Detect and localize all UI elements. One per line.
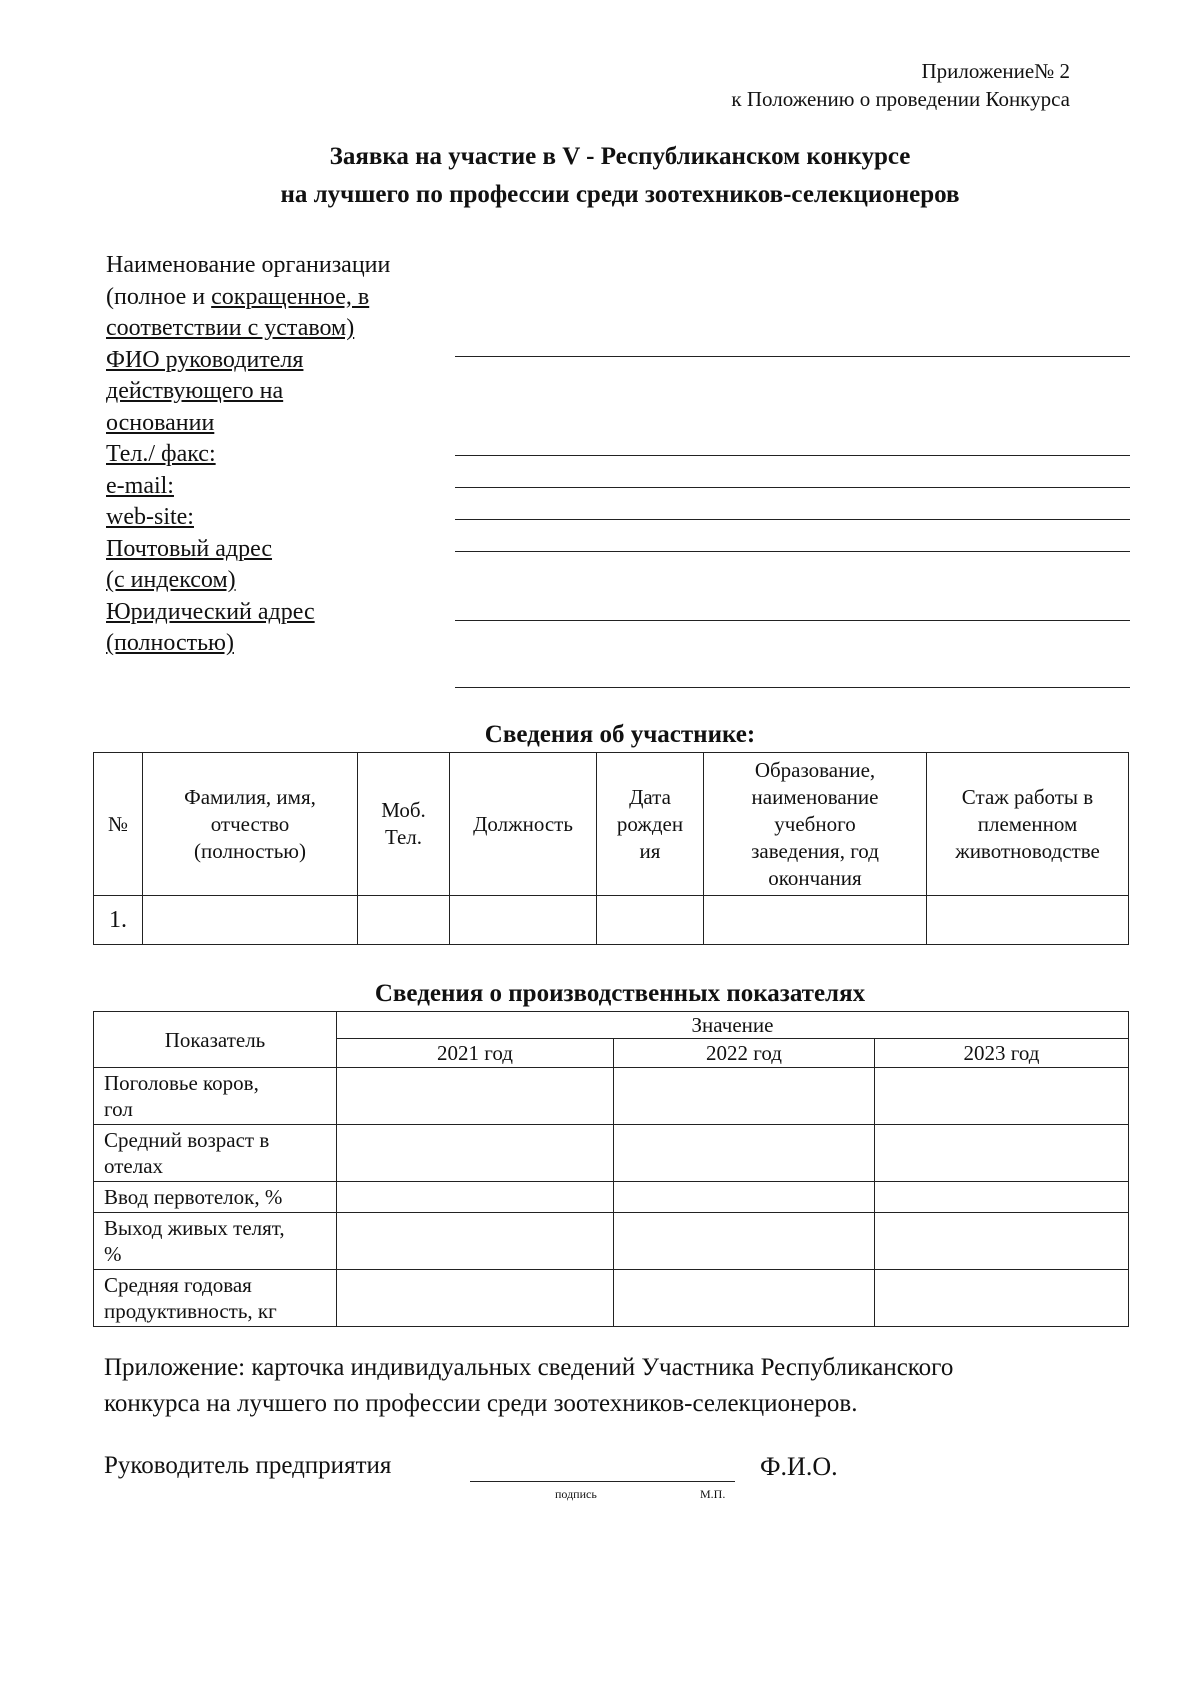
indicator-label: Ввод первотелок, % <box>104 1185 283 1209</box>
position-cell[interactable] <box>450 896 597 945</box>
col-mobile-header-line: Моб. <box>381 798 426 822</box>
attachment-note-line-1: Приложение: карточка индивидуальных сведений Участника Республиканского <box>104 1354 954 1381</box>
col-birthdate-header-line: рожден <box>616 811 684 836</box>
education-cell[interactable] <box>704 896 927 945</box>
postal-address-label-1: Почтовый адрес <box>106 535 273 562</box>
row-number-cell: 1. <box>94 896 143 945</box>
indicator-cell <box>94 1068 337 1125</box>
col-education-header-line: учебного <box>774 811 856 836</box>
org-name-label-1: Наименование организации <box>106 252 391 278</box>
indicator-cell <box>94 1270 337 1327</box>
head-label-3: основании <box>106 409 215 436</box>
value-cell[interactable] <box>614 1182 875 1213</box>
table-row <box>94 896 1129 945</box>
indicator-label: Выход живых телят, <box>104 1216 285 1240</box>
birthdate-cell[interactable] <box>597 896 704 945</box>
participant-table <box>93 752 1129 945</box>
phone-label: Тел./ факс: <box>106 441 216 467</box>
value-cell[interactable] <box>875 1213 1129 1270</box>
head-label-2: действующего на <box>106 378 284 404</box>
org-name-label-2a: (полное и <box>106 283 212 310</box>
title-line-1: Заявка на участие в V - Республиканском конкурсе <box>329 143 911 170</box>
value-cell[interactable] <box>614 1068 875 1125</box>
indicator-label: продуктивность, кг <box>104 1299 277 1323</box>
indicator-label: Средний возраст в <box>104 1128 270 1152</box>
year-header: 2022 год <box>614 1039 875 1068</box>
email-label: e-mail: <box>106 472 174 499</box>
org-name-label-2b: сокращенное, в <box>211 283 370 310</box>
table-row <box>94 1125 1129 1182</box>
col-education-header <box>704 753 927 896</box>
website-fill-line[interactable] <box>455 551 1130 552</box>
title-line-2: на лучшего по профессии среди зоотехников-селекционеров <box>280 181 960 208</box>
col-experience-header-line: животноводстве <box>955 838 1100 863</box>
indicator-label: Поголовье коров, <box>104 1071 259 1095</box>
value-cell[interactable] <box>875 1125 1129 1182</box>
col-mobile-header-line: Тел. <box>384 825 423 849</box>
head-fill-line[interactable] <box>455 455 1130 456</box>
value-cell[interactable] <box>614 1213 875 1270</box>
value-cell[interactable] <box>875 1270 1129 1327</box>
col-name-header-line: Фамилия, имя, <box>184 784 316 809</box>
org-name-label-3: соответствии с уставом) <box>106 315 355 341</box>
appendix-note <box>731 57 1070 113</box>
head-label-1: ФИО руководителя <box>106 346 304 373</box>
indicator-cell <box>94 1182 337 1213</box>
production-table <box>93 1011 1129 1327</box>
signature-label: Руководитель предприятия <box>104 1452 392 1479</box>
col-education-header-line: заведения, год <box>751 838 879 863</box>
page-title <box>0 138 1200 214</box>
signature-line[interactable] <box>470 1481 735 1482</box>
value-cell[interactable] <box>875 1068 1129 1125</box>
participant-section-title: Сведения об участнике: <box>484 721 756 748</box>
organization-fields <box>106 250 446 660</box>
value-header: Значение <box>337 1012 1129 1039</box>
col-education-header-line: Образование, <box>754 757 876 782</box>
value-cell[interactable] <box>337 1068 614 1125</box>
signature-caption: подпись <box>555 1487 597 1501</box>
col-experience-header-line: Стаж работы в <box>961 784 1094 809</box>
mobile-cell[interactable] <box>358 896 450 945</box>
col-number-header: № <box>94 753 143 896</box>
org-name-label-2 <box>106 282 446 314</box>
legal-address-fill-line[interactable] <box>455 687 1130 688</box>
indicator-cell <box>94 1125 337 1182</box>
indicator-label: гол <box>104 1097 133 1121</box>
participant-header-row <box>94 753 1129 896</box>
indicator-label: Средняя годовая <box>104 1273 252 1297</box>
website-label: web-site: <box>106 504 194 530</box>
legal-address-label-1: Юридический адрес <box>106 598 315 625</box>
org-name-fill-line[interactable] <box>455 356 1130 357</box>
production-header-row <box>94 1012 1129 1039</box>
appendix-number: Приложение№ 2 <box>921 59 1070 83</box>
value-cell[interactable] <box>614 1125 875 1182</box>
postal-address-label-2: (с индексом) <box>106 567 236 593</box>
col-position-header: Должность <box>450 753 597 896</box>
col-name-header-line: (полностью) <box>194 838 306 863</box>
production-section-title: Сведения о производственных показателях <box>374 980 866 1007</box>
value-cell[interactable] <box>614 1270 875 1327</box>
table-row <box>94 1068 1129 1125</box>
table-row <box>94 1213 1129 1270</box>
value-cell[interactable] <box>337 1182 614 1213</box>
experience-cell[interactable] <box>927 896 1129 945</box>
attachment-note-line-2: конкурса на лучшего по профессии среди зоотехников-селекционеров. <box>104 1390 858 1417</box>
value-cell[interactable] <box>337 1213 614 1270</box>
value-cell[interactable] <box>337 1270 614 1327</box>
year-header: 2021 год <box>337 1039 614 1068</box>
col-education-header-line: наименование <box>751 784 879 809</box>
col-mobile-header <box>358 753 450 896</box>
fio-label: Ф.И.О. <box>760 1452 838 1481</box>
value-cell[interactable] <box>337 1125 614 1182</box>
col-name-header-line: отчество <box>210 811 290 836</box>
col-name-header <box>143 753 358 896</box>
col-birthdate-header-line: Дата <box>629 784 671 809</box>
attachment-note <box>104 1350 1124 1422</box>
year-header: 2023 год <box>875 1039 1129 1068</box>
table-row <box>94 1182 1129 1213</box>
indicator-label: % <box>104 1242 122 1266</box>
indicator-cell <box>94 1213 337 1270</box>
table-row <box>94 1270 1129 1327</box>
phone-fill-line[interactable] <box>455 487 1130 488</box>
name-cell[interactable] <box>143 896 358 945</box>
col-birthdate-header-line: ия <box>639 838 661 863</box>
appendix-reference: к Положению о проведении Конкурса <box>731 87 1070 111</box>
col-experience-header <box>927 753 1129 896</box>
value-cell[interactable] <box>875 1182 1129 1213</box>
col-birthdate-header <box>597 753 704 896</box>
col-education-header-line: окончания <box>768 865 862 890</box>
indicator-header: Показатель <box>94 1012 337 1068</box>
email-fill-line[interactable] <box>455 519 1130 520</box>
col-experience-header-line: племенном <box>977 811 1078 836</box>
stamp-caption: М.П. <box>700 1487 726 1501</box>
postal-address-fill-line[interactable] <box>455 620 1130 621</box>
indicator-label: отелах <box>104 1154 164 1178</box>
legal-address-label-2: (полностью) <box>106 630 234 656</box>
